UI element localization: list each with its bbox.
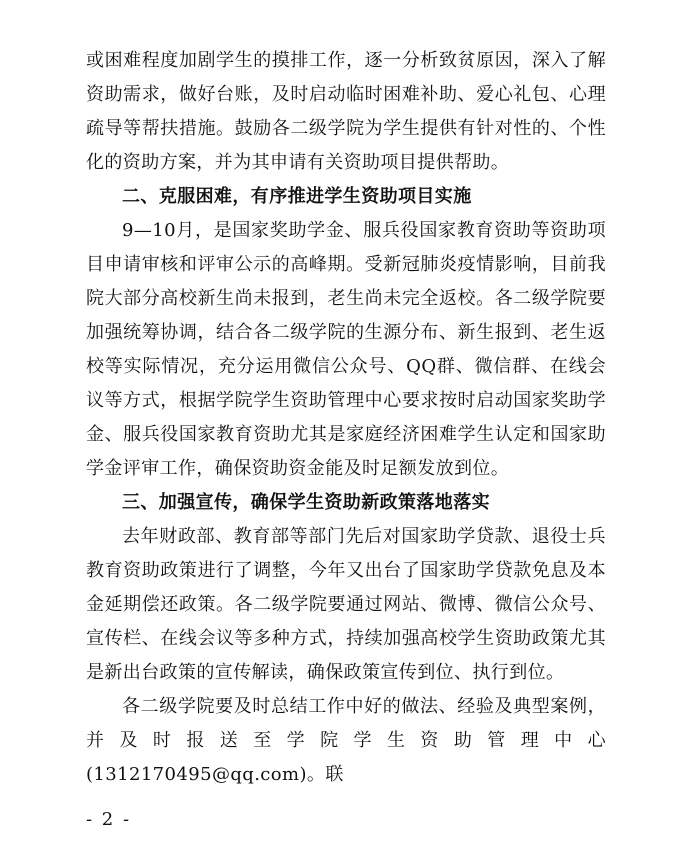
document-page <box>86 44 606 792</box>
body-paragraph-4: 各二级学院要及时总结工作中好的做法、经验及典型案例，并及时报送至学院学生资助管理中心(1312170495@qq.com)。联 <box>86 696 606 785</box>
body-paragraph-1: 或困难程度加剧学生的摸排工作，逐一分析致贫原因，深入了解资助需求，做好台账，及时启动临时困难补助、爱心礼包、心理疏导等帮扶措施。鼓励各二级学院为学生提供有针对性的、个性化的资助方案，并为其申请有关资助项目提供帮助。 <box>86 50 606 173</box>
body-paragraph-2: 9—10月，是国家奖助学金、服兵役国家教育资助等资助项目申请审核和评审公示的高峰期。受新冠肺炎疫情影响，目前我院大部分高校新生尚未报到，老生尚未完全返校。各二级学院要加强统筹协调，结合各二级学院的生源分布、新生报到、老生返校等实际情况，充分运用微信公众号、QQ群、微信群、在线会议等方式，根据学院学生资助管理中心要求按时启动国家奖助学金、服兵役国家教育资助尤其是家庭经济困难学生认定和国家助学金评审工作，确保资助资金能及时足额发放到位。 <box>86 220 606 479</box>
section-heading-2: 二、克服困难，有序推进学生资助项目实施 <box>122 186 472 207</box>
body-paragraph-3: 去年财政部、教育部等部门先后对国家助学贷款、退役士兵教育资助政策进行了调整，今年又出台了国家助学贷款免息及本金延期偿还政策。各二级学院要通过网站、微博、微信公众号、宣传栏、在线会议等多种方式，持续加强高校学生资助政策尤其是新出台政策的宣传解读，确保政策宣传到位、执行到位。 <box>86 526 606 683</box>
section-heading-3: 三、加强宣传，确保学生资助新政策落地落实 <box>122 492 490 513</box>
page-number: - 2 - <box>86 809 132 830</box>
